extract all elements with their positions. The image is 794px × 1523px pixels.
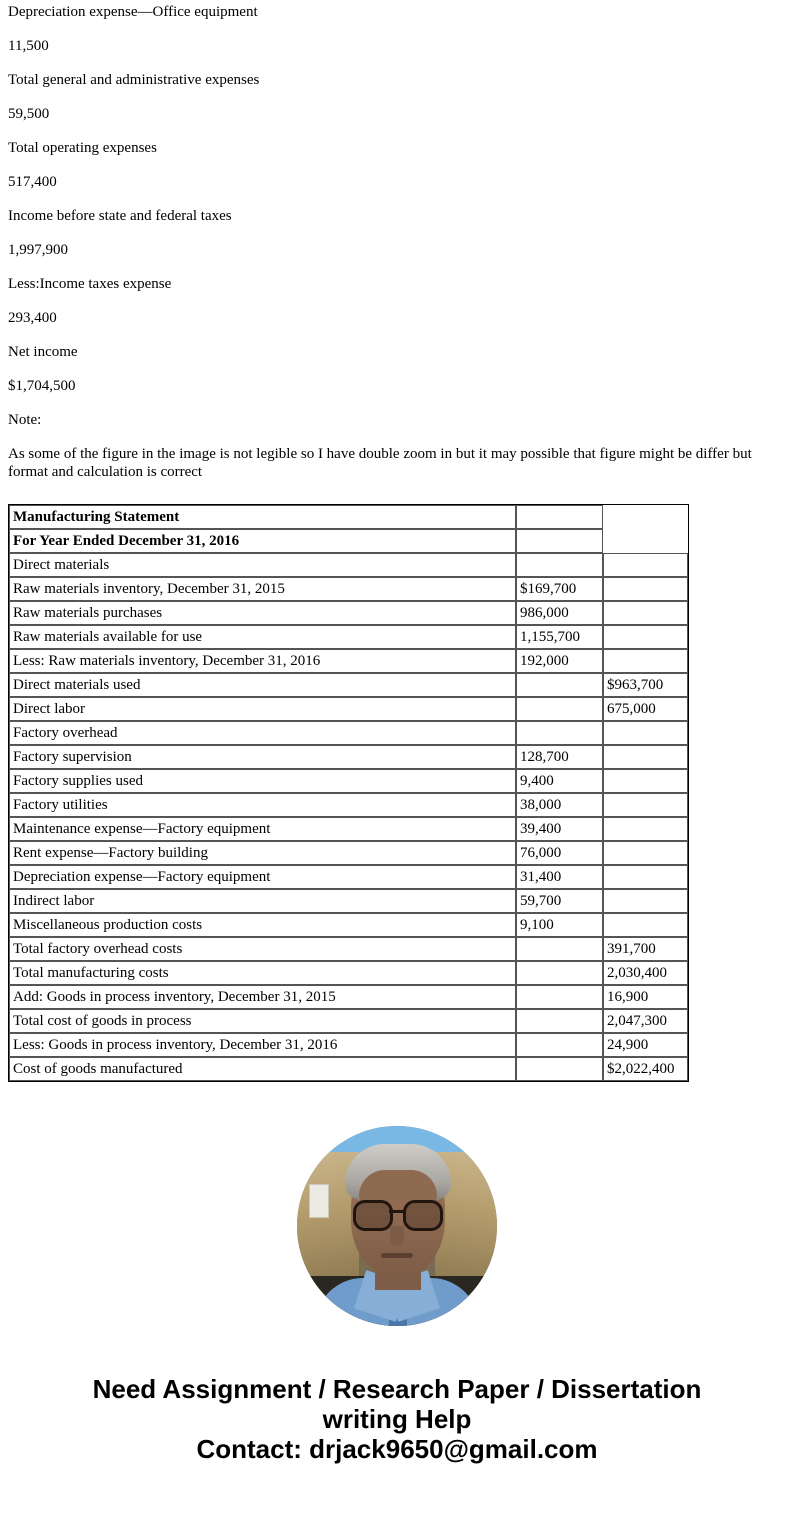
avatar-section	[0, 1126, 794, 1326]
table-cell-total	[603, 601, 688, 625]
statement-line: 1,997,900	[8, 242, 68, 258]
table-cell-total	[603, 649, 688, 673]
table-row	[9, 817, 688, 841]
table-cell-total	[603, 769, 688, 793]
table-cell-total	[603, 889, 688, 913]
table-cell-label: Factory utilities	[9, 793, 516, 817]
table-cell-total	[603, 913, 688, 937]
table-cell-label: Maintenance expense—Factory equipment	[9, 817, 516, 841]
table-cell-label: Less: Raw materials inventory, December 31, 2016	[9, 649, 516, 673]
table-cell-subtotal: 59,700	[516, 889, 603, 913]
table-row	[9, 673, 688, 697]
table-cell-total	[603, 553, 688, 577]
table-cell-subtotal	[516, 985, 603, 1009]
table-row	[9, 577, 688, 601]
table-cell-label: Factory supervision	[9, 745, 516, 769]
promo-line-3: Contact: drjack9650@gmail.com	[196, 1434, 598, 1464]
avatar-nose	[390, 1226, 404, 1246]
avatar-forehead	[359, 1170, 437, 1204]
statement-line: 59,500	[8, 106, 50, 122]
promo-line-1: Need Assignment / Research Paper / Dissertation	[92, 1374, 702, 1404]
table-cell-label: Depreciation expense—Factory equipment	[9, 865, 516, 889]
statement-line: 293,400	[8, 310, 57, 326]
statement-line: Net income	[8, 344, 78, 360]
table-cell-label: Total cost of goods in process	[9, 1009, 516, 1033]
table-row	[9, 769, 688, 793]
table-row	[9, 697, 688, 721]
table-cell-total	[603, 841, 688, 865]
avatar-eyeglass-bridge	[389, 1210, 405, 1213]
table-row	[9, 889, 688, 913]
table-cell-total	[603, 577, 688, 601]
table-row	[9, 553, 688, 577]
table-cell-total: 391,700	[603, 937, 688, 961]
table-cell-label: Factory overhead	[9, 721, 516, 745]
avatar-eyeglass-left	[353, 1200, 393, 1231]
table-cell-total: 16,900	[603, 985, 688, 1009]
table-row	[9, 937, 688, 961]
table-cell-total	[603, 793, 688, 817]
statement-line: Depreciation expense—Office equipment	[8, 4, 258, 20]
statement-line: Total operating expenses	[8, 140, 157, 156]
income-statement-text-flow	[0, 0, 794, 481]
table-cell-total: 2,047,300	[603, 1009, 688, 1033]
statement-line-list	[8, 0, 786, 395]
table-cell-total	[603, 817, 688, 841]
table-cell-label: Miscellaneous production costs	[9, 913, 516, 937]
table-row	[9, 721, 688, 745]
table-cell-label: Direct materials used	[9, 673, 516, 697]
table-row	[9, 985, 688, 1009]
avatar-background-light-switch	[309, 1184, 329, 1218]
statement-line: Less:Income taxes expense	[8, 276, 172, 292]
statement-line: 517,400	[8, 174, 57, 190]
table-cell-subtotal: 9,400	[516, 769, 603, 793]
table-cell-subtotal	[516, 1033, 603, 1057]
table-row	[9, 625, 688, 649]
table-cell-label: Factory supplies used	[9, 769, 516, 793]
promo-footer	[0, 1374, 794, 1464]
table-row	[9, 1057, 688, 1081]
note-label: Note:	[8, 412, 42, 428]
table-row	[9, 745, 688, 769]
table-cell-total: $2,022,400	[603, 1057, 688, 1081]
table-cell-label: Manufacturing Statement	[9, 505, 516, 529]
table-cell-total	[603, 625, 688, 649]
table-cell-label: Cost of goods manufactured	[9, 1057, 516, 1081]
manufacturing-statement-table-body	[9, 505, 688, 1081]
manufacturing-statement-table-wrapper	[0, 504, 794, 1082]
table-cell-total	[603, 721, 688, 745]
table-row	[9, 841, 688, 865]
table-cell-label: For Year Ended December 31, 2016	[9, 529, 516, 553]
table-cell-label: Total factory overhead costs	[9, 937, 516, 961]
table-row	[9, 793, 688, 817]
table-cell-subtotal	[516, 529, 603, 553]
table-cell-total: 675,000	[603, 697, 688, 721]
statement-line: Income before state and federal taxes	[8, 208, 232, 224]
table-cell-subtotal	[516, 553, 603, 577]
table-cell-subtotal: 986,000	[516, 601, 603, 625]
table-row	[9, 913, 688, 937]
table-cell-label: Add: Goods in process inventory, December 31, 2015	[9, 985, 516, 1009]
statement-line: Total general and administrative expenses	[8, 72, 260, 88]
note-body: As some of the figure in the image is not legible so I have double zoom in but it may possible that figure might be differ but format and calculation is correct	[8, 446, 752, 480]
table-row	[9, 649, 688, 673]
table-row	[9, 865, 688, 889]
table-row	[9, 961, 688, 985]
table-cell-total: 2,030,400	[603, 961, 688, 985]
table-cell-subtotal: 38,000	[516, 793, 603, 817]
table-cell-subtotal	[516, 721, 603, 745]
table-row	[9, 529, 688, 553]
table-cell-subtotal	[516, 1009, 603, 1033]
table-row	[9, 505, 688, 529]
table-row	[9, 1033, 688, 1057]
table-cell-total: 24,900	[603, 1033, 688, 1057]
statement-line: 11,500	[8, 38, 49, 54]
table-cell-subtotal	[516, 505, 603, 529]
avatar-mouth	[381, 1253, 413, 1258]
table-cell-subtotal: 76,000	[516, 841, 603, 865]
table-cell-subtotal: 1,155,700	[516, 625, 603, 649]
table-cell-subtotal	[516, 1057, 603, 1081]
table-cell-total: $963,700	[603, 673, 688, 697]
table-cell-subtotal	[516, 961, 603, 985]
table-cell-subtotal: 9,100	[516, 913, 603, 937]
table-cell-total	[603, 745, 688, 769]
table-cell-label: Indirect labor	[9, 889, 516, 913]
table-cell-subtotal: 192,000	[516, 649, 603, 673]
avatar	[297, 1126, 497, 1326]
table-cell-subtotal: 31,400	[516, 865, 603, 889]
table-cell-subtotal: 128,700	[516, 745, 603, 769]
table-cell-label: Direct materials	[9, 553, 516, 577]
table-cell-total	[603, 529, 688, 553]
table-cell-subtotal: 39,400	[516, 817, 603, 841]
table-cell-label: Raw materials available for use	[9, 625, 516, 649]
table-cell-subtotal	[516, 937, 603, 961]
statement-line: $1,704,500	[8, 378, 76, 394]
table-cell-subtotal	[516, 697, 603, 721]
table-cell-label: Rent expense—Factory building	[9, 841, 516, 865]
promo-line-2: writing Help	[322, 1404, 472, 1434]
table-cell-label: Direct labor	[9, 697, 516, 721]
table-cell-label: Raw materials inventory, December 31, 2015	[9, 577, 516, 601]
table-row	[9, 1009, 688, 1033]
table-row	[9, 601, 688, 625]
table-cell-subtotal	[516, 673, 603, 697]
manufacturing-statement-table	[8, 504, 689, 1082]
table-cell-subtotal: $169,700	[516, 577, 603, 601]
avatar-eyeglass-right	[403, 1200, 443, 1231]
table-cell-label: Less: Goods in process inventory, December 31, 2016	[9, 1033, 516, 1057]
table-cell-label: Raw materials purchases	[9, 601, 516, 625]
table-cell-total	[603, 505, 688, 529]
table-cell-label: Total manufacturing costs	[9, 961, 516, 985]
table-cell-total	[603, 865, 688, 889]
